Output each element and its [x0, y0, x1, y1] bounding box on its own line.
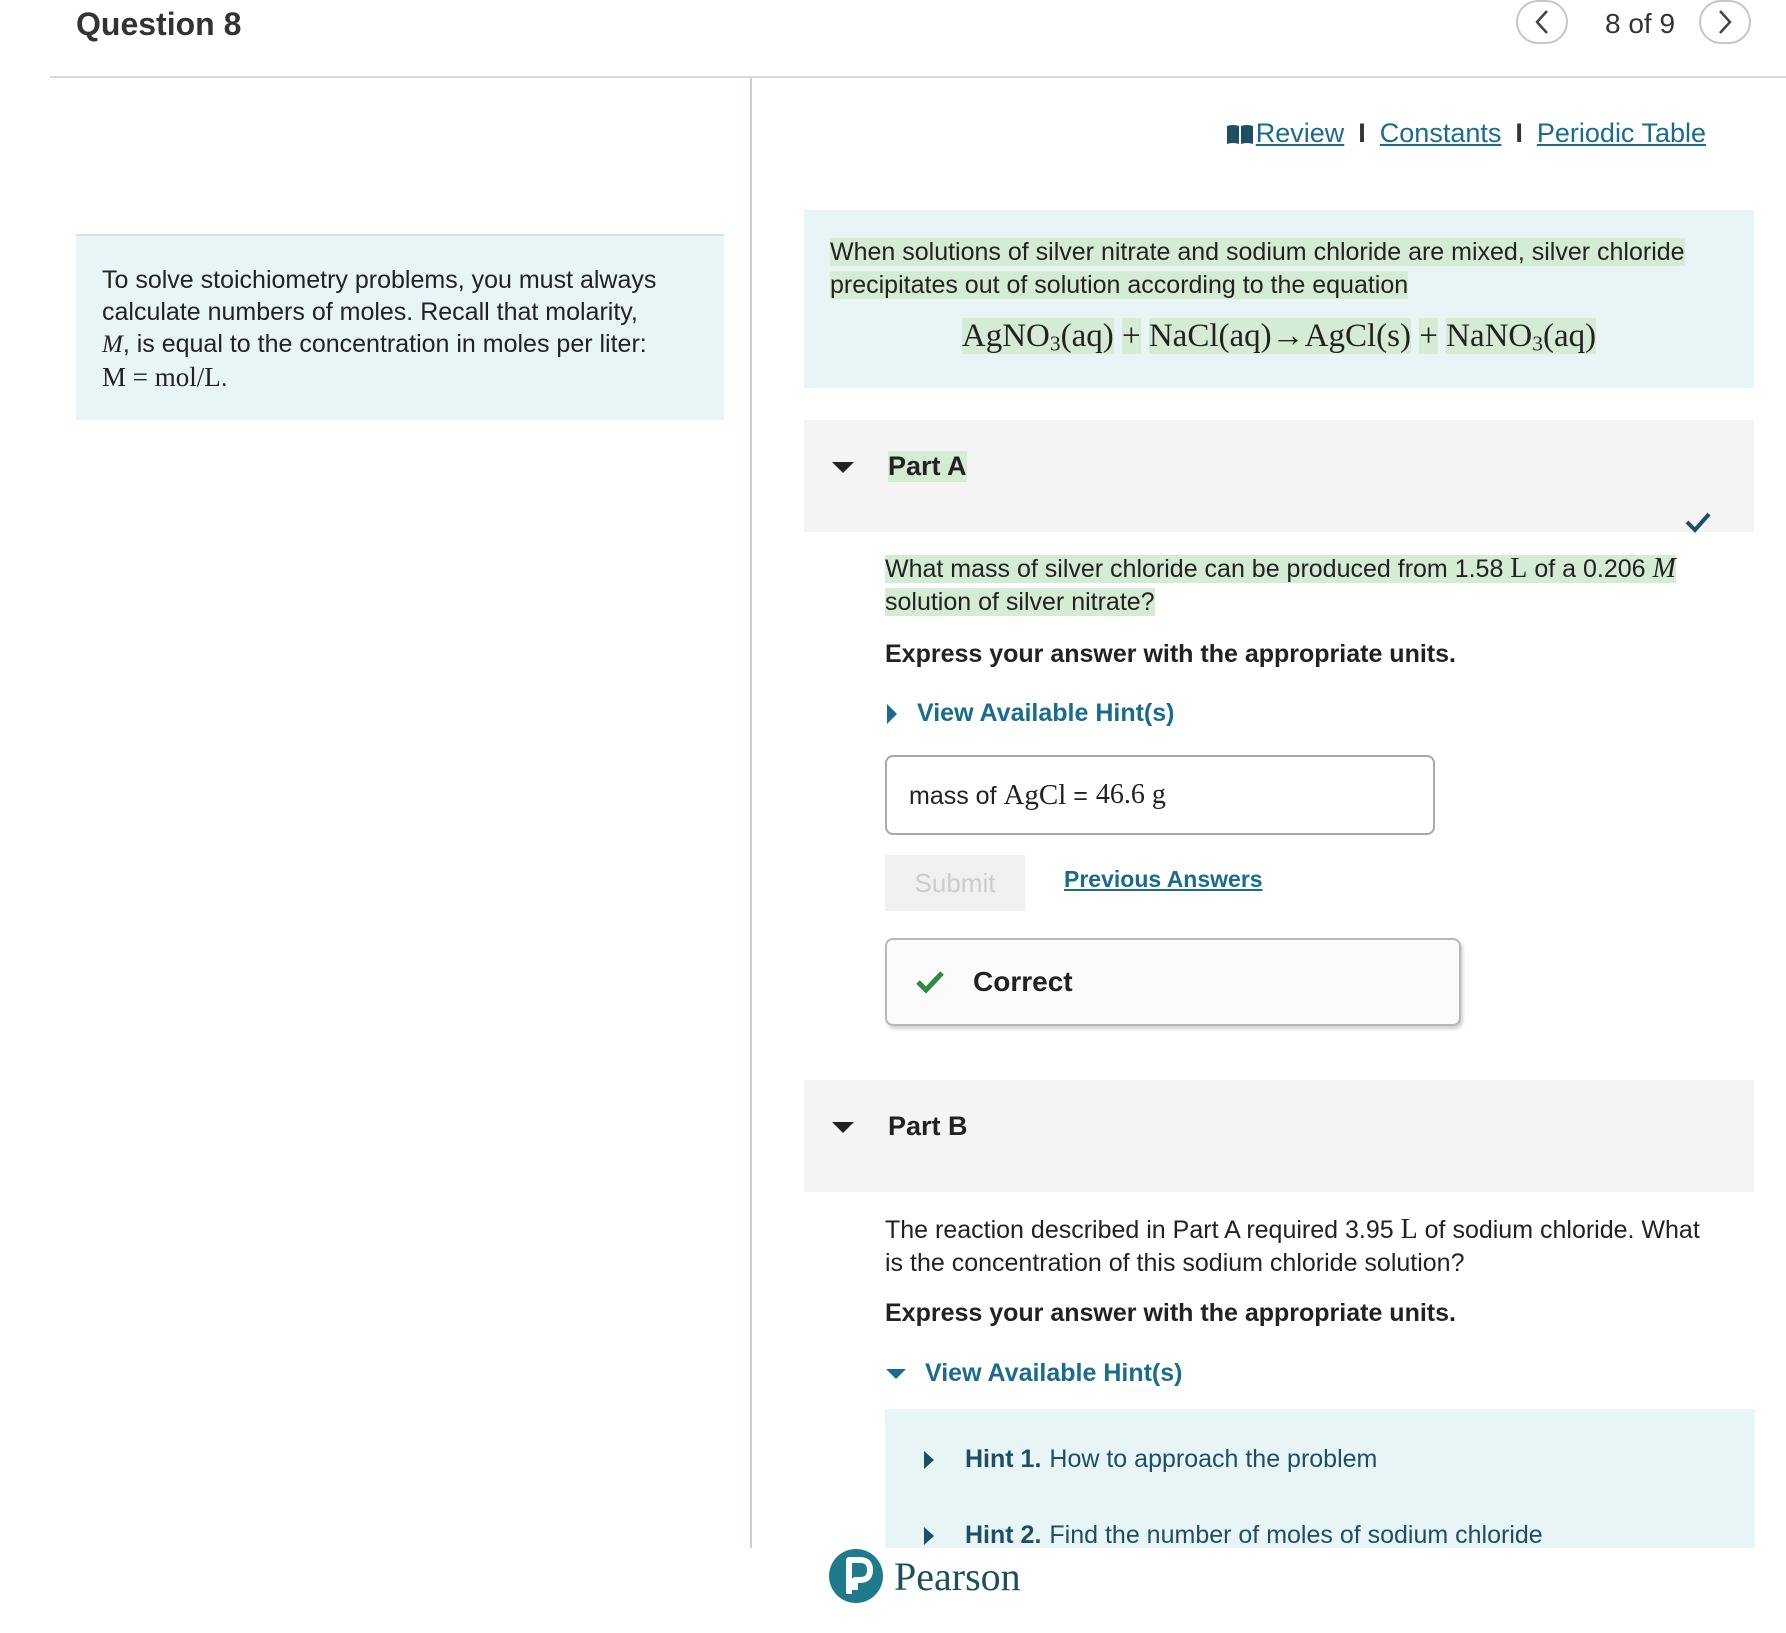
chevron-left-icon [1533, 9, 1551, 35]
part-a-question-line-1: What mass of silver chloride can be produced from 1.58 L of a 0.206 M [885, 553, 1676, 584]
answer-label: mass of AgCl = [909, 778, 1088, 811]
part-b-header[interactable] [804, 1080, 1754, 1192]
constants-link[interactable]: Constants [1379, 118, 1502, 148]
intro-panel [76, 234, 724, 420]
header-divider [50, 76, 1786, 78]
chevron-right-icon [1716, 9, 1734, 35]
part-b-question-line-1: The reaction described in Part A required 3.95 L of sodium chloride. What [885, 1214, 1700, 1245]
check-icon [915, 969, 945, 995]
resource-separator: I [1358, 118, 1366, 148]
hint-2-label: Hint 2. [965, 1521, 1042, 1548]
part-a-answer-field[interactable] [885, 755, 1435, 835]
hint-1-text: How to approach the problem [1049, 1445, 1378, 1473]
pearson-wordmark: Pearson [894, 1553, 1021, 1599]
resource-separator: I [1515, 118, 1523, 148]
feedback-label: Correct [973, 966, 1073, 997]
part-a-hint-label: View Available Hint(s) [917, 699, 1175, 727]
hint-1-label: Hint 1. [965, 1445, 1042, 1473]
checkmark-icon [1684, 508, 1712, 536]
intro-line-3-text: , is equal to the concentration in moles per liter: [122, 330, 647, 358]
caret-right-icon [923, 1450, 935, 1470]
caret-right-icon [885, 703, 899, 725]
caret-down-icon [832, 462, 854, 473]
statement-line-1: When solutions of silver nitrate and sodium chloride are mixed, silver chloride [830, 238, 1685, 266]
column-divider [750, 78, 752, 1548]
intro-formula-period: . [220, 364, 228, 392]
intro-line-2: calculate numbers of moles. Recall that molarity, [102, 298, 638, 326]
chemical-equation [830, 320, 1728, 360]
book-icon [1226, 123, 1254, 145]
part-b-title: Part B [888, 1111, 968, 1141]
molarity-symbol: M [102, 331, 123, 358]
feedback-correct [885, 938, 1461, 1026]
hint-1[interactable] [923, 1445, 1377, 1474]
problem-statement [804, 210, 1754, 388]
question-title: Question 8 [76, 6, 242, 42]
caret-right-icon [923, 1526, 935, 1546]
previous-answers-link[interactable]: Previous Answers [1064, 866, 1263, 892]
intro-line-1: To solve stoichiometry problems, you must always [102, 266, 657, 294]
part-b-instruction: Express your answer with the appropriate units. [885, 1299, 1456, 1327]
equation-plus: + [1419, 318, 1438, 354]
molarity-formula: M = mol/L [102, 362, 221, 392]
equation-term-nano3: NaNO$_3$(aq) [1446, 318, 1597, 356]
hints-panel [885, 1409, 1755, 1548]
statement-line-2: precipitates out of solution according to the equation [830, 271, 1409, 299]
review-link[interactable]: Review [1255, 118, 1345, 148]
hint-2-text: Find the number of moles of sodium chloride [1049, 1521, 1543, 1548]
part-b-hint-label: View Available Hint(s) [925, 1359, 1183, 1387]
intro-line-4 [102, 361, 698, 394]
part-b-question [885, 1213, 1745, 1280]
question-pager: 8 of 9 [1604, 8, 1676, 39]
part-b-question-line-2: is the concentration of this sodium chloride solution? [885, 1249, 1465, 1277]
equation-plus: + [1121, 318, 1141, 354]
previous-question-button[interactable] [1516, 0, 1568, 44]
caret-down-icon [885, 1367, 907, 1381]
equation-term-agno3: AgNO$_3$(aq) [961, 318, 1114, 356]
intro-line-3 [102, 328, 698, 361]
equation-term-nacl: NaCl(aq)→AgCl(s) [1148, 318, 1411, 354]
resource-links [1226, 118, 1706, 149]
part-a-question [885, 552, 1745, 619]
caret-down-icon [832, 1122, 854, 1133]
part-a-submit-button[interactable]: Submit [885, 855, 1025, 911]
part-b-hint-toggle[interactable] [885, 1359, 1182, 1388]
part-a-header[interactable] [804, 420, 1754, 532]
part-a-hint-toggle[interactable] [885, 699, 1174, 728]
part-a-title: Part A [888, 451, 967, 481]
pearson-logo-icon [828, 1546, 884, 1606]
part-a-instruction: Express your answer with the appropriate units. [885, 640, 1456, 668]
part-a-question-line-2: solution of silver nitrate? [885, 588, 1155, 616]
pearson-logo [828, 1546, 1021, 1606]
next-question-button[interactable] [1699, 0, 1751, 44]
periodic-table-link[interactable]: Periodic Table [1536, 118, 1706, 148]
hint-2[interactable] [923, 1521, 1543, 1548]
answer-value: 46.6 g [1095, 779, 1166, 810]
